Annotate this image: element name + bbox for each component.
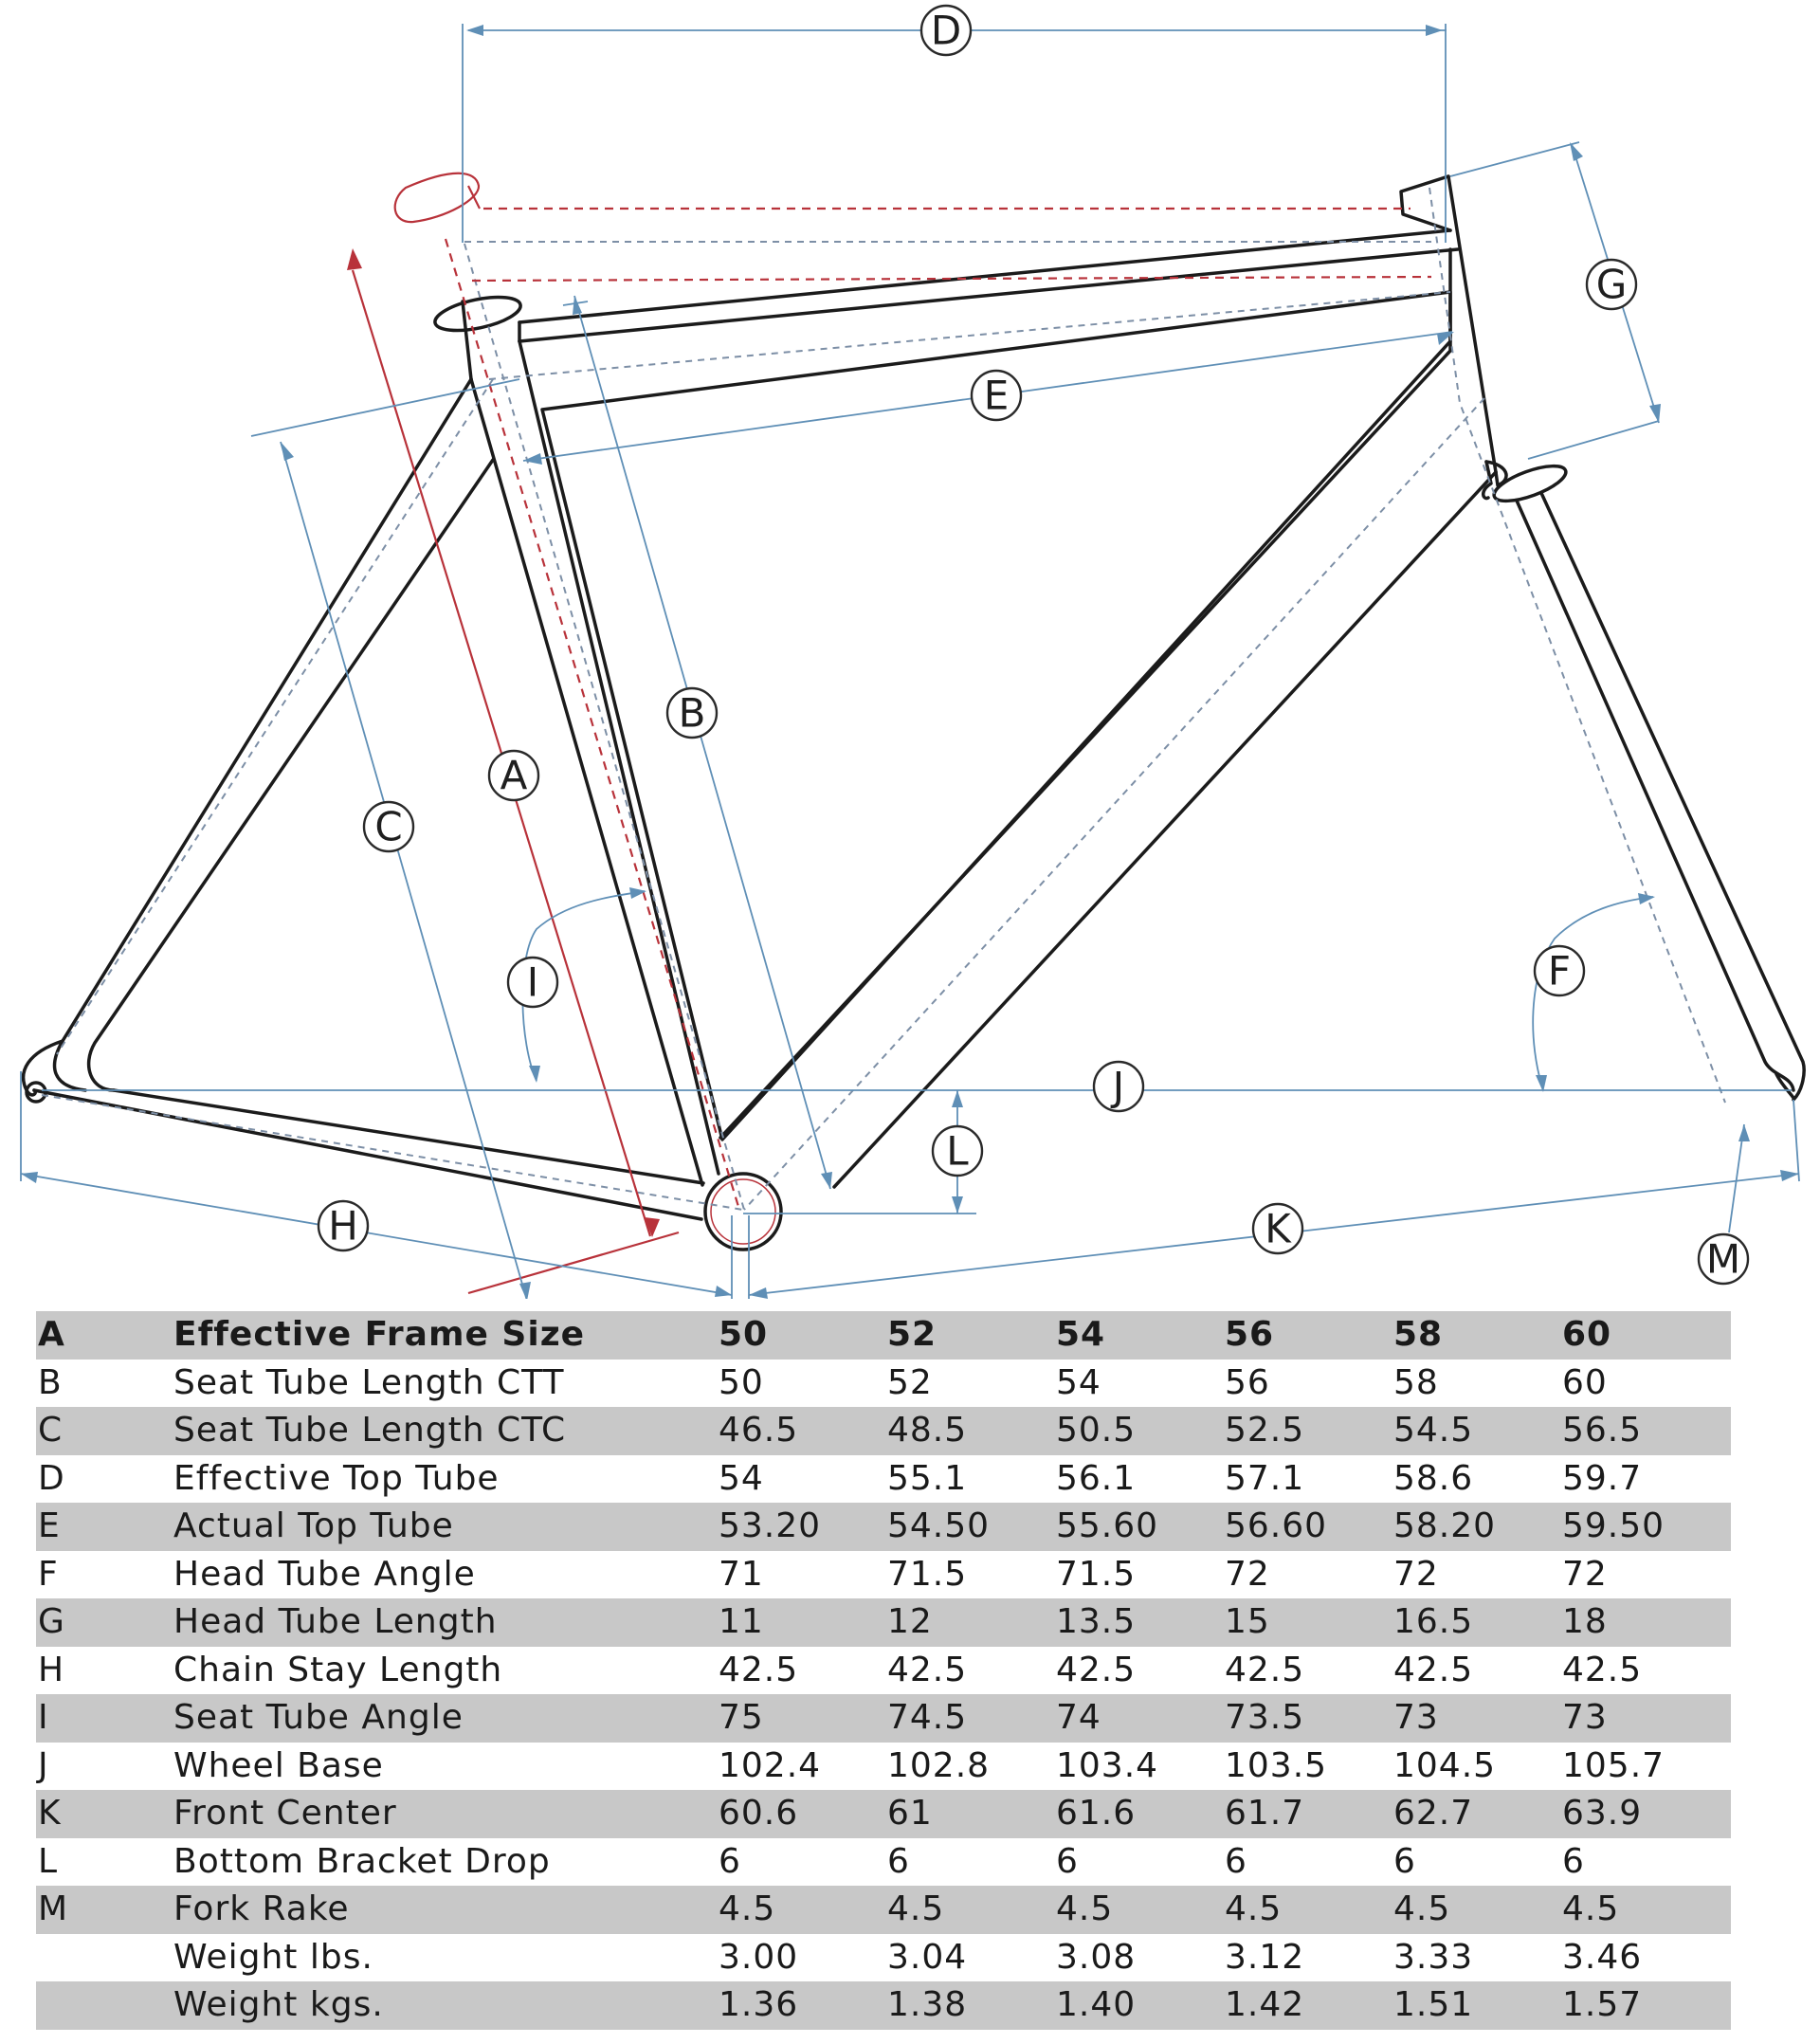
value-cell: 58	[1393, 1362, 1439, 1402]
row-name: Fork Rake	[173, 1886, 719, 1934]
value-cell: 1.51	[1393, 1981, 1562, 2030]
row-code: E	[36, 1503, 173, 1551]
row-code	[36, 1981, 173, 2030]
row-name: Weight lbs.	[173, 1937, 373, 1977]
label-d	[921, 6, 971, 55]
value-cell: 75	[719, 1694, 887, 1743]
value-cell: 56	[1225, 1362, 1270, 1402]
table-row	[36, 1503, 1731, 1551]
value-cell: 59.50	[1562, 1503, 1731, 1551]
value-cell: 6	[1393, 1841, 1416, 1881]
row-name: Front Center	[173, 1790, 719, 1838]
row-name: Bottom Bracket Drop	[173, 1841, 551, 1881]
table-row	[36, 1838, 1731, 1887]
row-code: B	[38, 1362, 63, 1402]
value-cell: 4.5	[1393, 1886, 1562, 1934]
label-k	[1253, 1204, 1302, 1253]
row-code: A	[36, 1311, 173, 1360]
label-g	[1587, 260, 1636, 309]
row-name: Seat Tube Angle	[173, 1694, 719, 1743]
value-cell: 6	[1225, 1841, 1247, 1881]
value-cell: 12	[887, 1598, 1056, 1647]
value-cell: 71	[719, 1554, 764, 1594]
value-cell: 61.7	[1225, 1790, 1393, 1838]
label-j	[1094, 1062, 1143, 1111]
value-cell: 42.5	[1562, 1650, 1643, 1689]
value-cell: 62.7	[1393, 1790, 1562, 1838]
value-cell: 50.5	[1056, 1407, 1225, 1455]
table-row	[36, 1598, 1731, 1647]
label-l-text: L	[946, 1127, 969, 1175]
value-cell: 72	[1225, 1554, 1270, 1594]
value-cell: 4.5	[719, 1886, 887, 1934]
table-row	[36, 1934, 1731, 1982]
value-cell: 54.50	[887, 1503, 1056, 1551]
label-b-text: B	[678, 689, 706, 737]
value-cell: 3.12	[1225, 1937, 1305, 1977]
table-row	[36, 1407, 1731, 1455]
value-cell: 4.5	[1056, 1886, 1225, 1934]
value-cell: 56.60	[1225, 1503, 1393, 1551]
table-row	[36, 1551, 1731, 1599]
value-cell: 73.5	[1225, 1694, 1393, 1743]
row-code	[36, 1934, 173, 1982]
value-cell: 52.5	[1225, 1407, 1393, 1455]
value-cell: 18	[1562, 1598, 1731, 1647]
table-row	[36, 1790, 1731, 1838]
value-cell: 102.4	[719, 1745, 822, 1785]
row-code: K	[36, 1790, 173, 1838]
row-code: J	[38, 1745, 49, 1785]
value-cell: 71.5	[887, 1554, 968, 1594]
value-cell: 58.6	[1393, 1458, 1474, 1498]
value-cell: 48.5	[887, 1407, 1056, 1455]
row-name: Chain Stay Length	[173, 1650, 503, 1689]
label-e-text: E	[983, 372, 1010, 419]
row-code: D	[38, 1458, 65, 1498]
value-cell: 6	[1056, 1841, 1079, 1881]
label-a	[489, 751, 538, 800]
value-cell: 60	[1562, 1362, 1608, 1402]
row-name: Seat Tube Length CTC	[173, 1407, 719, 1455]
frame-outline	[24, 176, 1804, 1250]
value-cell: 60.6	[719, 1790, 887, 1838]
value-cell: 74	[1056, 1694, 1225, 1743]
label-f	[1535, 946, 1584, 995]
label-h-text: H	[328, 1202, 358, 1250]
value-cell: 55.60	[1056, 1503, 1225, 1551]
value-cell: 52	[887, 1362, 933, 1402]
value-cell: 1.57	[1562, 1981, 1731, 2030]
row-name: Weight kgs.	[173, 1981, 719, 2030]
value-cell: 56.5	[1562, 1407, 1731, 1455]
label-l	[933, 1126, 982, 1176]
row-code: I	[36, 1694, 173, 1743]
value-cell: 74.5	[887, 1694, 1056, 1743]
value-cell: 42.5	[719, 1650, 799, 1689]
value-cell: 4.5	[887, 1886, 1056, 1934]
table-row	[36, 1981, 1731, 2030]
label-h	[318, 1201, 368, 1250]
value-cell: 54	[719, 1458, 764, 1498]
row-code: M	[36, 1886, 173, 1934]
value-cell: 56.1	[1056, 1458, 1137, 1498]
label-c-text: C	[374, 803, 403, 850]
value-cell: 16.5	[1393, 1598, 1562, 1647]
row-name: Head Tube Length	[173, 1598, 719, 1647]
label-a-text: A	[500, 752, 528, 799]
value-cell: 61.6	[1056, 1790, 1225, 1838]
table-header-row	[36, 1311, 1731, 1360]
value-cell: 59.7	[1562, 1458, 1643, 1498]
value-cell: 50	[719, 1362, 764, 1402]
row-code: C	[36, 1407, 173, 1455]
value-cell: 1.40	[1056, 1981, 1225, 2030]
size-cell: 54	[1056, 1311, 1225, 1360]
value-cell: 72	[1562, 1554, 1608, 1594]
row-code: G	[36, 1598, 173, 1647]
table-row	[36, 1360, 1731, 1408]
label-c	[364, 802, 413, 851]
value-cell: 105.7	[1562, 1745, 1665, 1785]
frame-geometry-table	[36, 1311, 1731, 2030]
tube-centerlines	[42, 188, 1725, 1210]
value-cell: 3.04	[887, 1937, 968, 1977]
label-k-text: K	[1265, 1205, 1291, 1252]
size-cell: 56	[1225, 1311, 1393, 1360]
value-cell: 42.5	[1225, 1650, 1305, 1689]
value-cell: 61	[887, 1790, 1056, 1838]
label-f-text: F	[1547, 947, 1572, 995]
value-cell: 4.5	[1562, 1886, 1731, 1934]
label-m-text: M	[1705, 1235, 1741, 1283]
value-cell: 73	[1393, 1694, 1562, 1743]
value-cell: 3.33	[1393, 1937, 1474, 1977]
row-code: H	[38, 1650, 65, 1689]
row-code: L	[38, 1841, 59, 1881]
table-row	[36, 1886, 1731, 1934]
row-name: Head Tube Angle	[173, 1554, 476, 1594]
label-i-text: I	[526, 958, 539, 1006]
table-row	[36, 1743, 1731, 1791]
table-row	[36, 1647, 1731, 1695]
value-cell: 46.5	[719, 1407, 887, 1455]
value-cell: 53.20	[719, 1503, 887, 1551]
value-cell: 13.5	[1056, 1598, 1225, 1647]
value-cell: 72	[1393, 1554, 1439, 1594]
value-cell: 1.36	[719, 1981, 887, 2030]
row-name: Actual Top Tube	[173, 1503, 719, 1551]
value-cell: 54	[1056, 1362, 1101, 1402]
size-cell: 50	[719, 1311, 887, 1360]
size-cell: 52	[887, 1311, 1056, 1360]
row-name: Effective Frame Size	[173, 1311, 719, 1360]
value-cell: 6	[1562, 1841, 1585, 1881]
table-row	[36, 1694, 1731, 1743]
label-e	[972, 371, 1021, 420]
value-cell: 71.5	[1056, 1554, 1137, 1594]
row-code: F	[38, 1554, 59, 1594]
label-j-text: J	[1112, 1063, 1125, 1110]
value-cell: 73	[1562, 1694, 1731, 1743]
value-cell: 6	[887, 1841, 910, 1881]
value-cell: 103.5	[1225, 1745, 1328, 1785]
value-cell: 3.00	[719, 1937, 799, 1977]
size-cell: 58	[1393, 1311, 1562, 1360]
label-m	[1699, 1234, 1748, 1284]
value-cell: 54.5	[1393, 1407, 1562, 1455]
value-cell: 42.5	[887, 1650, 968, 1689]
frame-geometry-table-body	[36, 1311, 1731, 2030]
value-cell: 6	[719, 1841, 741, 1881]
value-cell: 42.5	[1056, 1650, 1137, 1689]
size-cell: 60	[1562, 1311, 1731, 1360]
row-name: Wheel Base	[173, 1745, 384, 1785]
dimension-lines	[21, 24, 1799, 1299]
label-g-text: G	[1595, 261, 1628, 308]
value-cell: 55.1	[887, 1458, 968, 1498]
value-cell: 57.1	[1225, 1458, 1305, 1498]
value-cell: 58.20	[1393, 1503, 1562, 1551]
table-row	[36, 1455, 1731, 1504]
label-b	[667, 688, 717, 738]
value-cell: 103.4	[1056, 1745, 1159, 1785]
value-cell: 11	[719, 1598, 887, 1647]
value-cell: 1.38	[887, 1981, 1056, 2030]
value-cell: 104.5	[1393, 1745, 1497, 1785]
value-cell: 1.42	[1225, 1981, 1393, 2030]
value-cell: 102.8	[887, 1745, 991, 1785]
value-cell: 42.5	[1393, 1650, 1474, 1689]
value-cell: 3.46	[1562, 1937, 1643, 1977]
label-i	[508, 958, 557, 1007]
value-cell: 4.5	[1225, 1886, 1393, 1934]
value-cell: 3.08	[1056, 1937, 1137, 1977]
label-d-text: D	[930, 7, 962, 54]
row-name: Effective Top Tube	[173, 1458, 500, 1498]
value-cell: 63.9	[1562, 1790, 1731, 1838]
value-cell: 15	[1225, 1598, 1393, 1647]
row-name: Seat Tube Length CTT	[173, 1362, 565, 1402]
